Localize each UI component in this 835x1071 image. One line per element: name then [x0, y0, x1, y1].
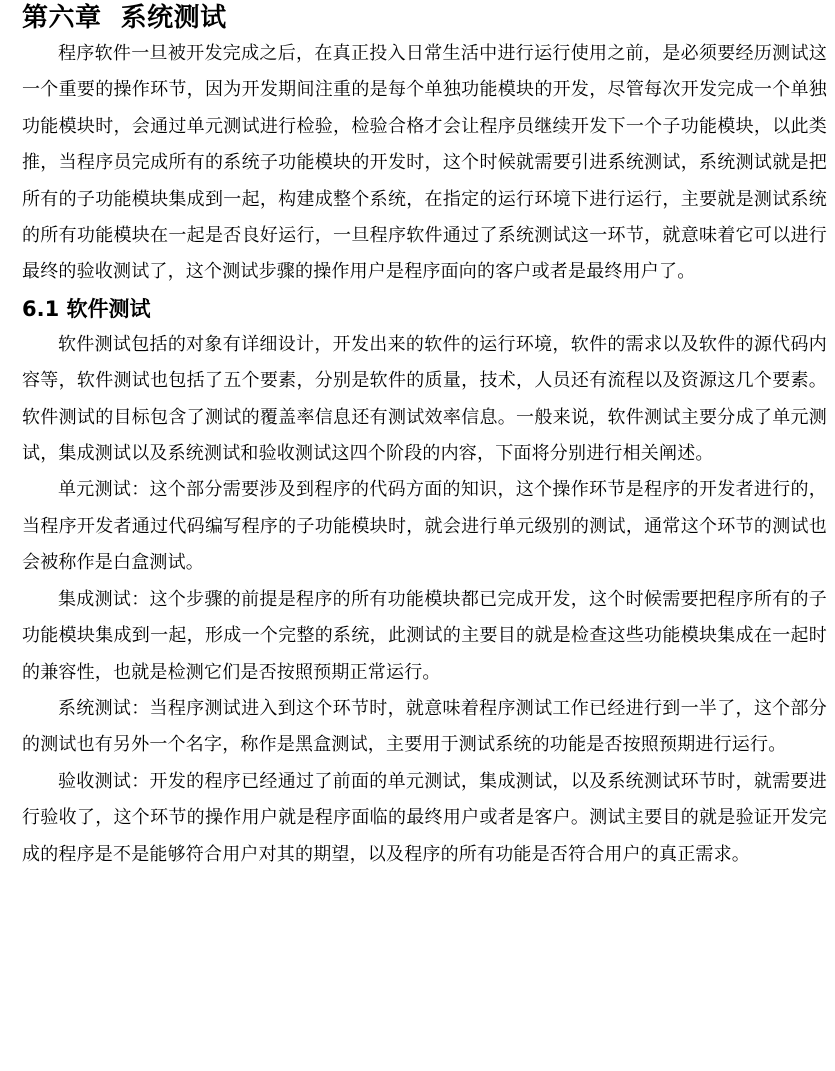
- section-paragraph-system-testing: 系统测试：当程序测试进入到这个环节时，就意味着程序测试工作已经进行到一半了，这个部分的测试也有另外一个名字，称作是黑盒测试，主要用于测试系统的功能是否按照预期进行运行。: [22, 697, 827, 756]
- section-paragraph-acceptance-testing: 验收测试：开发的程序已经通过了前面的单元测试，集成测试，以及系统测试环节时，就需要进行验收了，这个环节的操作用户就是程序面临的最终用户或者是客户。测试主要目的就是验证开发完成的程序是不是能够符合用户对其的期望，以及程序的所有功能是否符合用户的真正需求。: [22, 770, 827, 865]
- section-paragraph-overview: 软件测试包括的对象有详细设计，开发出来的软件的运行环境，软件的需求以及软件的源代码内容等，软件测试也包括了五个要素，分别是软件的质量，技术，人员还有流程以及资源这几个要素。软件测试的目标包含了测试的覆盖率信息还有测试效率信息。一般来说，软件测试主要分成了单元测试，集成测试以及系统测试和验收测试这四个阶段的内容，下面将分别进行相关阐述。: [22, 333, 827, 465]
- chapter-title: 第六章 系统测试: [22, 3, 227, 33]
- section-paragraph-unit-testing: 单元测试：这个部分需要涉及到程序的代码方面的知识，这个操作环节是程序的开发者进行的，当程序开发者通过代码编写程序的子功能模块时，就会进行单元级别的测试，通常这个环节的测试也会被称作是白盒测试。: [22, 479, 827, 574]
- section-title: 6.1 软件测试: [22, 296, 151, 321]
- section-paragraph-integration-testing: 集成测试：这个步骤的前提是程序的所有功能模块都已完成开发，这个时候需要把程序所有的子功能模块集成到一起，形成一个完整的系统，此测试的主要目的就是检查这些功能模块集成在一起时的兼容性，也就是检测它们是否按照预期正常运行。: [22, 588, 827, 683]
- chapter-intro-paragraph: 程序软件一旦被开发完成之后，在真正投入日常生活中进行运行使用之前，是必须要经历测试这一个重要的操作环节，因为开发期间注重的是每个单独功能模块的开发，尽管每次开发完成一个单独功能模块时，会通过单元测试进行检验，检验合格才会让程序员继续开发下一个子功能模块，以此类推，当程序员完成所有的系统子功能模块的开发时，这个时候就需要引进系统测试，系统测试就是把所有的子功能模块集成到一起，构建成整个系统，在指定的运行环境下进行运行，主要就是测试系统的所有功能模块在一起是否良好运行，一旦程序软件通过了系统测试这一环节，就意味着它可以进行最终的验收测试了，这个测试步骤的操作用户是程序面向的客户或者是最终用户了。: [22, 43, 827, 283]
